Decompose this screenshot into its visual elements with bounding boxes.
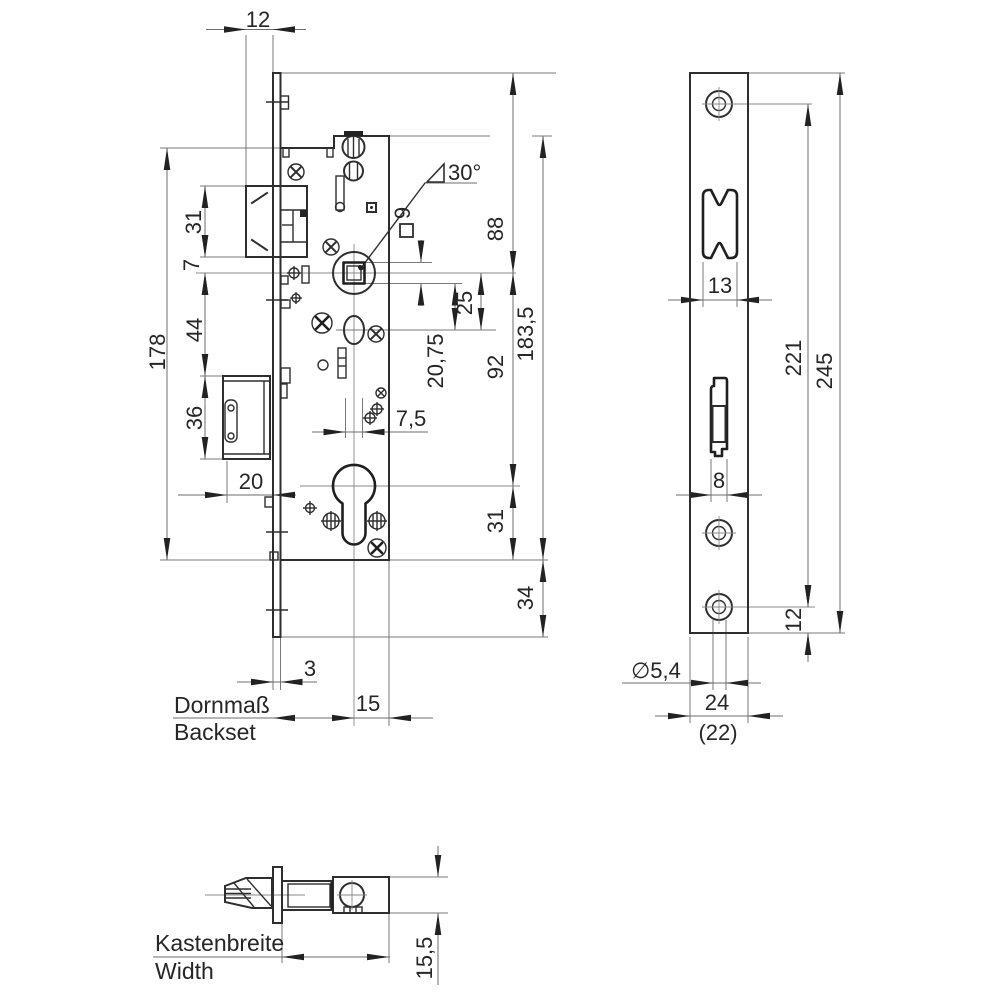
screw-cross-icons bbox=[287, 266, 387, 531]
backset-label-en: Backset bbox=[174, 719, 256, 745]
dim-plate-width-alt: (22) bbox=[698, 720, 738, 745]
dim-spindle-square: 9 bbox=[390, 206, 415, 220]
dim-offset-75: 7,5 bbox=[395, 406, 427, 431]
width-label-de: Kastenbreite bbox=[155, 930, 285, 956]
dim-plate-length: 245 bbox=[812, 352, 837, 390]
case-side-left bbox=[282, 881, 333, 910]
dim-centre-distance: 92 bbox=[483, 354, 508, 380]
dim-axis-to-hole: 25 bbox=[452, 290, 477, 316]
dim-axis-to-bolt: 44 bbox=[182, 317, 207, 343]
screw-top-icon bbox=[343, 131, 365, 181]
dim-bolt-to-plate: 20 bbox=[238, 469, 264, 494]
dim-top-to-axis: 88 bbox=[483, 216, 508, 242]
screw-hole-top-icon bbox=[702, 87, 736, 121]
dim-case-width: 15,5 bbox=[412, 936, 437, 980]
screw-hole-bottom-icon bbox=[702, 590, 736, 624]
latch-cutout bbox=[703, 190, 737, 258]
slot-lower bbox=[338, 348, 346, 378]
dim-cyl-to-bottom: 31 bbox=[483, 508, 508, 534]
dim-hole-centres: 221 bbox=[781, 339, 806, 377]
front-extension-lines bbox=[160, 35, 556, 726]
deadbolt-face bbox=[713, 406, 726, 442]
faceplate-body bbox=[690, 73, 748, 633]
dim-hole-diameter: ∅5,4 bbox=[631, 658, 681, 683]
square-spindle-symbol-icon bbox=[400, 224, 413, 237]
latch-bolt bbox=[246, 186, 309, 308]
faceplate-dimension-lines bbox=[622, 73, 840, 716]
dim-bottom-extension: 34 bbox=[513, 585, 538, 611]
dim-total-height: 183,5 bbox=[513, 306, 538, 362]
dim-bolt-cutout: 8 bbox=[712, 468, 726, 493]
angle-symbol-icon bbox=[427, 164, 444, 182]
front-view bbox=[145, 7, 556, 745]
dim-angle: 30° bbox=[448, 160, 482, 185]
faceplate-extension-lines bbox=[690, 73, 845, 723]
slot-upper bbox=[336, 176, 344, 210]
dim-latch-height: 31 bbox=[181, 209, 206, 235]
dim-latch-to-axis: 7 bbox=[179, 258, 204, 272]
dim-plate-width: 24 bbox=[704, 690, 730, 715]
screw-side-icon bbox=[337, 880, 367, 913]
dim-hole-to-end: 12 bbox=[781, 607, 806, 633]
faceplate-view bbox=[622, 73, 845, 745]
dim-bolt-height: 36 bbox=[182, 405, 207, 431]
dim-latch-projection: 12 bbox=[245, 7, 271, 32]
width-label-en: Width bbox=[155, 958, 214, 984]
dim-plate-thickness: 3 bbox=[303, 656, 317, 681]
dim-case-height: 178 bbox=[145, 333, 170, 371]
dim-hole-offset: 20,75 bbox=[423, 333, 448, 389]
pin-hole bbox=[318, 360, 328, 370]
screw-hole-middle-icon bbox=[702, 516, 736, 550]
dim-axis-to-edge: 15 bbox=[355, 691, 381, 716]
dim-latch-cutout: 13 bbox=[707, 273, 733, 298]
side-view bbox=[153, 846, 448, 985]
backset-label-de: Dornmaß bbox=[174, 692, 270, 718]
front-lock-body bbox=[223, 73, 389, 637]
